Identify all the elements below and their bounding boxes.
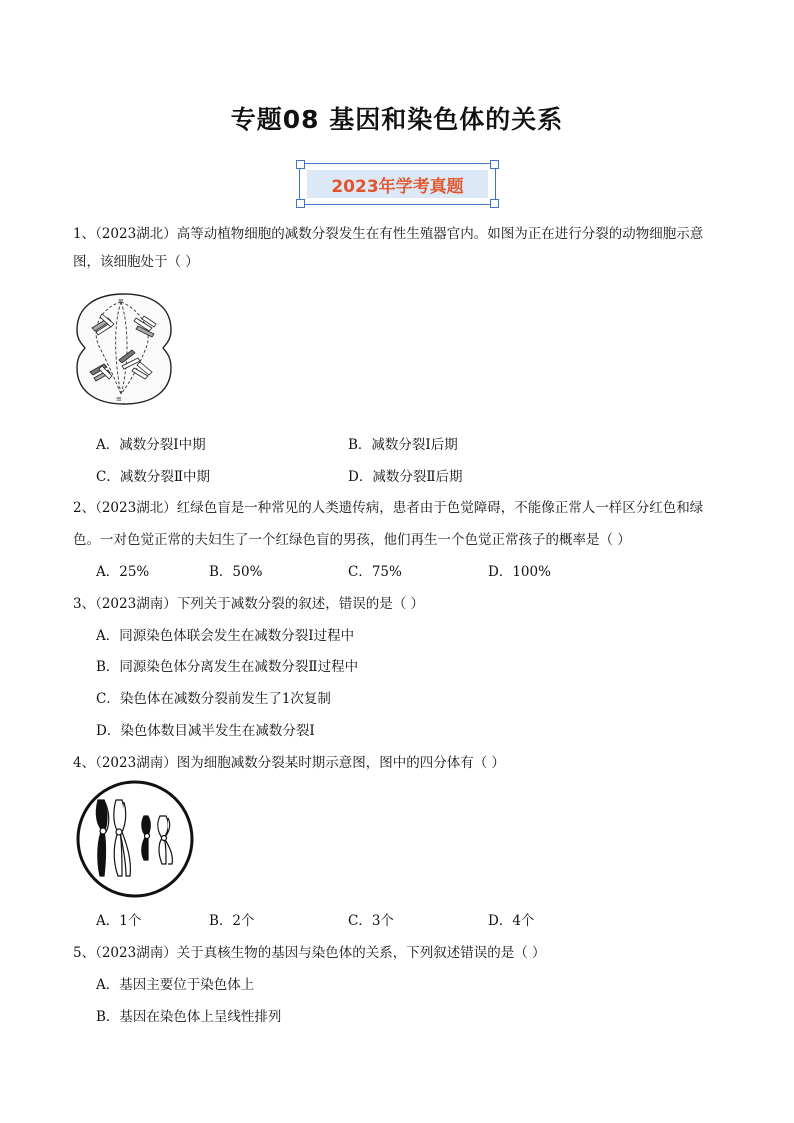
question-1-stem-line-1: 1、（2023湖北）高等动植物细胞的减数分裂发生在有性生殖器官内。如图为正在进行分裂的动物细胞示意 (73, 226, 704, 242)
question-4-option-a: A．1个 (96, 913, 142, 929)
question-4-option-c: C．3个 (348, 913, 394, 929)
section-badge (296, 160, 499, 208)
badge-background (307, 170, 488, 198)
question-2-option-a: A．25% (96, 564, 150, 580)
svg-text:≡: ≡ (118, 297, 124, 305)
question-2-option-b: B．50% (209, 564, 263, 580)
question-1-option-c: C．减数分裂Ⅱ中期 (96, 469, 211, 485)
question-1-option-a: A．减数分裂Ⅰ中期 (96, 437, 206, 453)
question-3-option-b: B．同源染色体分离发生在减数分裂Ⅱ过程中 (96, 659, 359, 675)
tetrad-cell-figure (74, 778, 196, 900)
question-5-option-a: A．基因主要位于染色体上 (96, 977, 255, 993)
badge-corner (296, 160, 305, 169)
question-3-option-a: A．同源染色体联会发生在减数分裂Ⅰ过程中 (96, 628, 355, 644)
question-4-option-b: B．2个 (209, 913, 255, 929)
question-5-option-b: B．基因在染色体上呈线性排列 (96, 1009, 282, 1025)
question-2-stem-line-2: 色。一对色觉正常的夫妇生了一个红绿色盲的男孩，他们再生一个色觉正常孩子的概率是（ ） (73, 532, 631, 548)
badge-corner (490, 160, 499, 169)
question-2-option-c: C．75% (348, 564, 402, 580)
svg-text:≡: ≡ (116, 395, 122, 403)
question-1-option-d: D．减数分裂Ⅱ后期 (348, 469, 463, 485)
question-2-stem-line-1: 2、（2023湖北）红绿色盲是一种常见的人类遗传病，患者由于色觉障碍，不能像正常人一样区分红色和绿 (73, 500, 704, 516)
question-3-option-c: C．染色体在减数分裂前发生了1次复制 (96, 691, 331, 707)
badge-corner (490, 199, 499, 208)
badge-corner (296, 199, 305, 208)
question-1-stem-line-2: 图，该细胞处于（ ） (73, 254, 199, 270)
page-title: 专题08 基因和染色体的关系 (230, 105, 564, 134)
question-5-stem: 5、（2023湖南）关于真核生物的基因与染色体的关系，下列叙述错误的是（ ） (73, 945, 546, 961)
question-4-option-d: D．4个 (488, 913, 535, 929)
question-2-option-d: D．100% (488, 564, 551, 580)
badge-label: 2023年学考真题 (331, 176, 464, 197)
dividing-cell-figure (74, 290, 176, 408)
question-3-option-d: D．染色体数目减半发生在减数分裂Ⅰ (96, 723, 315, 739)
question-4-stem: 4、（2023湖南）图为细胞减数分裂某时期示意图，图中的四分体有（ ） (73, 755, 505, 771)
question-3-stem: 3、（2023湖南）下列关于减数分裂的叙述，错误的是（ ） (73, 596, 424, 612)
question-1-option-b: B．减数分裂Ⅰ后期 (348, 437, 458, 453)
